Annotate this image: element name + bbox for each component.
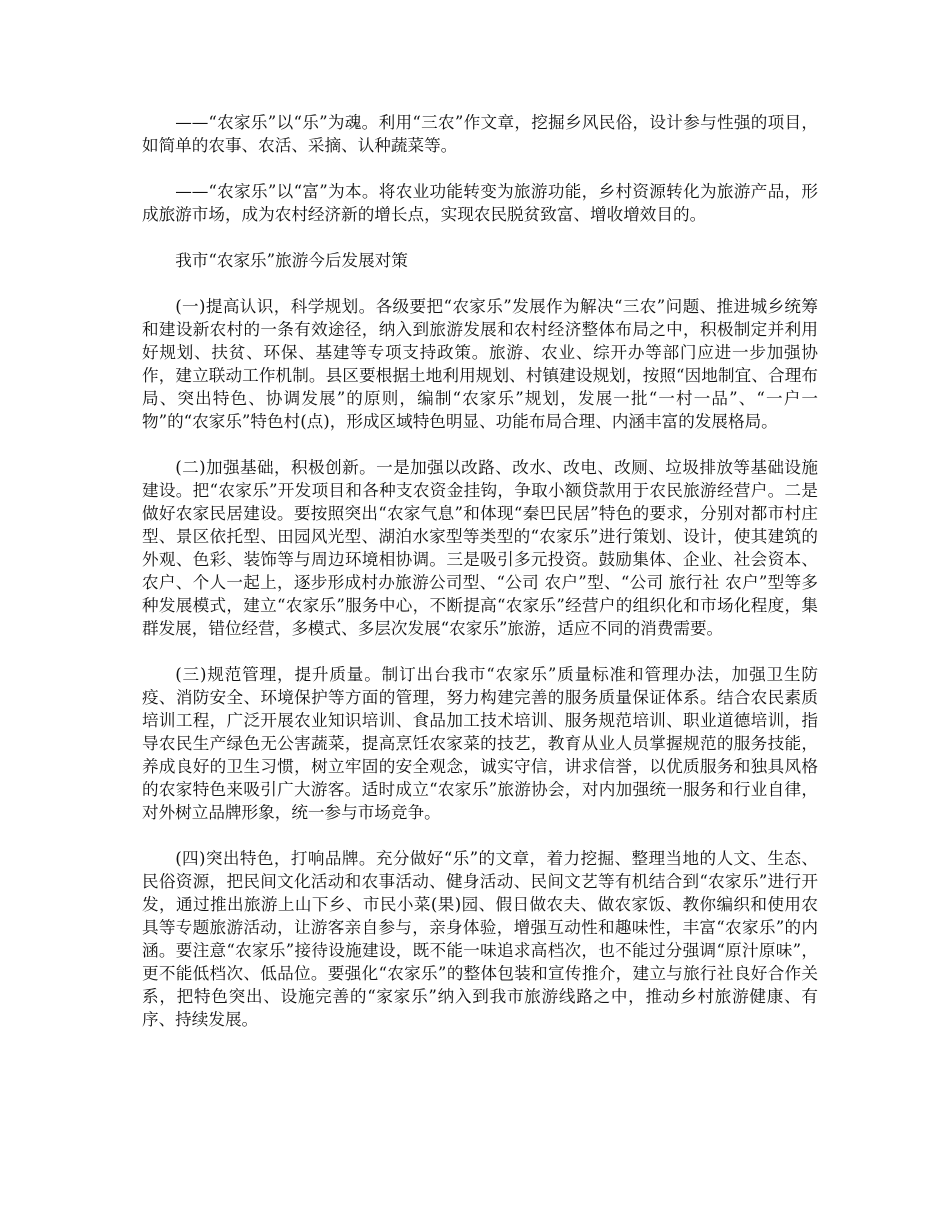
paragraph-fu-base: ——“农家乐”以“富”为本。将农业功能转变为旅游功能，乡村资源转化为旅游产品，形成旅游市场，成为农村经济新的增长点，实现农民脱贫致富、增收增效目的。 [142,182,818,224]
paragraph-point-1: (一)提高认识，科学规划。各级要把“农家乐”发展作为解决“三农”问题、推进城乡统筹和建设新农村的一条有效途径，纳入到旅游发展和农村经济整体布局之中，积极制定并利用好规划、扶贫、环保、基建等专项支持政策。旅游、农业、综开办等部门应进一步加强协作，建立联动工作机制。县区要根据土地利用规划、村镇建设规划，按照“因地制宜、合理布局、突出特色、协调发展”的原则，编制“农家乐”规划，发展一批“一村一品”、“一户一物”的“农家乐”特色村(点)，形成区域特色明显、功能布局合理、内涵丰富的发展格局。 [142,297,818,431]
paragraph-point-4: (四)突出特色，打响品牌。充分做好“乐”的文章，着力挖掘、整理当地的人文、生态、民俗资源，把民间文化活动和农事活动、健身活动、民间文艺等有机结合到“农家乐”进行开发，通过推出旅游上山下乡、市民小菜(果)园、假日做农夫、做农家饭、教你编织和使用农具等专题旅游活动，让游客亲自参与，亲身体验，增强互动性和趣味性，丰富“农家乐”的内涵。要注意“农家乐”接待设施建设，既不能一味追求高档次，也不能过分强调“原汁原味”，更不能低档次、低品位。要强化“农家乐”的整体包装和宣传推介，建立与旅行社良好合作关系，把特色突出、设施完善的“家家乐”纳入到我市旅游线路之中，推动乡村旅游健康、有序、持续发展。 [142,849,818,1029]
paragraph-point-2: (二)加强基础，积极创新。一是加强以改路、改水、改电、改厕、垃圾排放等基础设施建设。把“农家乐”开发项目和各种支农资金挂钩，争取小额贷款用于农民旅游经营户。二是做好农家民居建设。要按照突出“农家气息”和体现“秦巴民居”特色的要求，分别对都市村庄型、景区依托型、田园风光型、湖泊水家型等类型的“农家乐”进行策划、设计，使其建筑的外观、色彩、装饰等与周边环境相协调。三是吸引多元投资。鼓励集体、企业、社会资本、农户、个人一起上，逐步形成村办旅游公司型、“公司 农户”型、“公司 旅行社 农户”型等多种发展模式，建立“农家乐”服务中心，不断提高“农家乐”经营户的组织化和市场化程度，集群发展，错位经营，多模式、多层次发展“农家乐”旅游，适应不同的消费需要。 [142,458,818,638]
paragraph-point-3: (三)规范管理，提升质量。制订出台我市“农家乐”质量标准和管理办法，加强卫生防疫、消防安全、环境保护等方面的管理，努力构建完善的服务质量保证体系。结合农民素质培训工程，广泛开展农业知识培训、食品加工技术培训、服务规范培训、职业道德培训，指导农民生产绿色无公害蔬菜，提高烹饪农家菜的技艺，教育从业人员掌握规范的服务技能，养成良好的卫生习惯，树立牢固的安全观念，诚实守信，讲求信誉，以优质服务和独具风格的农家特色来吸引广大游客。适时成立“农家乐”旅游协会，对内加强统一服务和行业自律，对外树立品牌形象，统一参与市场竞争。 [142,665,818,822]
paragraph-le-soul: ——“农家乐”以“乐”为魂。利用“三农”作文章，挖掘乡风民俗，设计参与性强的项目，如简单的农事、农活、采摘、认种蔬菜等。 [142,113,818,155]
document-page [142,111,818,1054]
section-heading: 我市“农家乐”旅游今后发展对策 [175,251,408,270]
